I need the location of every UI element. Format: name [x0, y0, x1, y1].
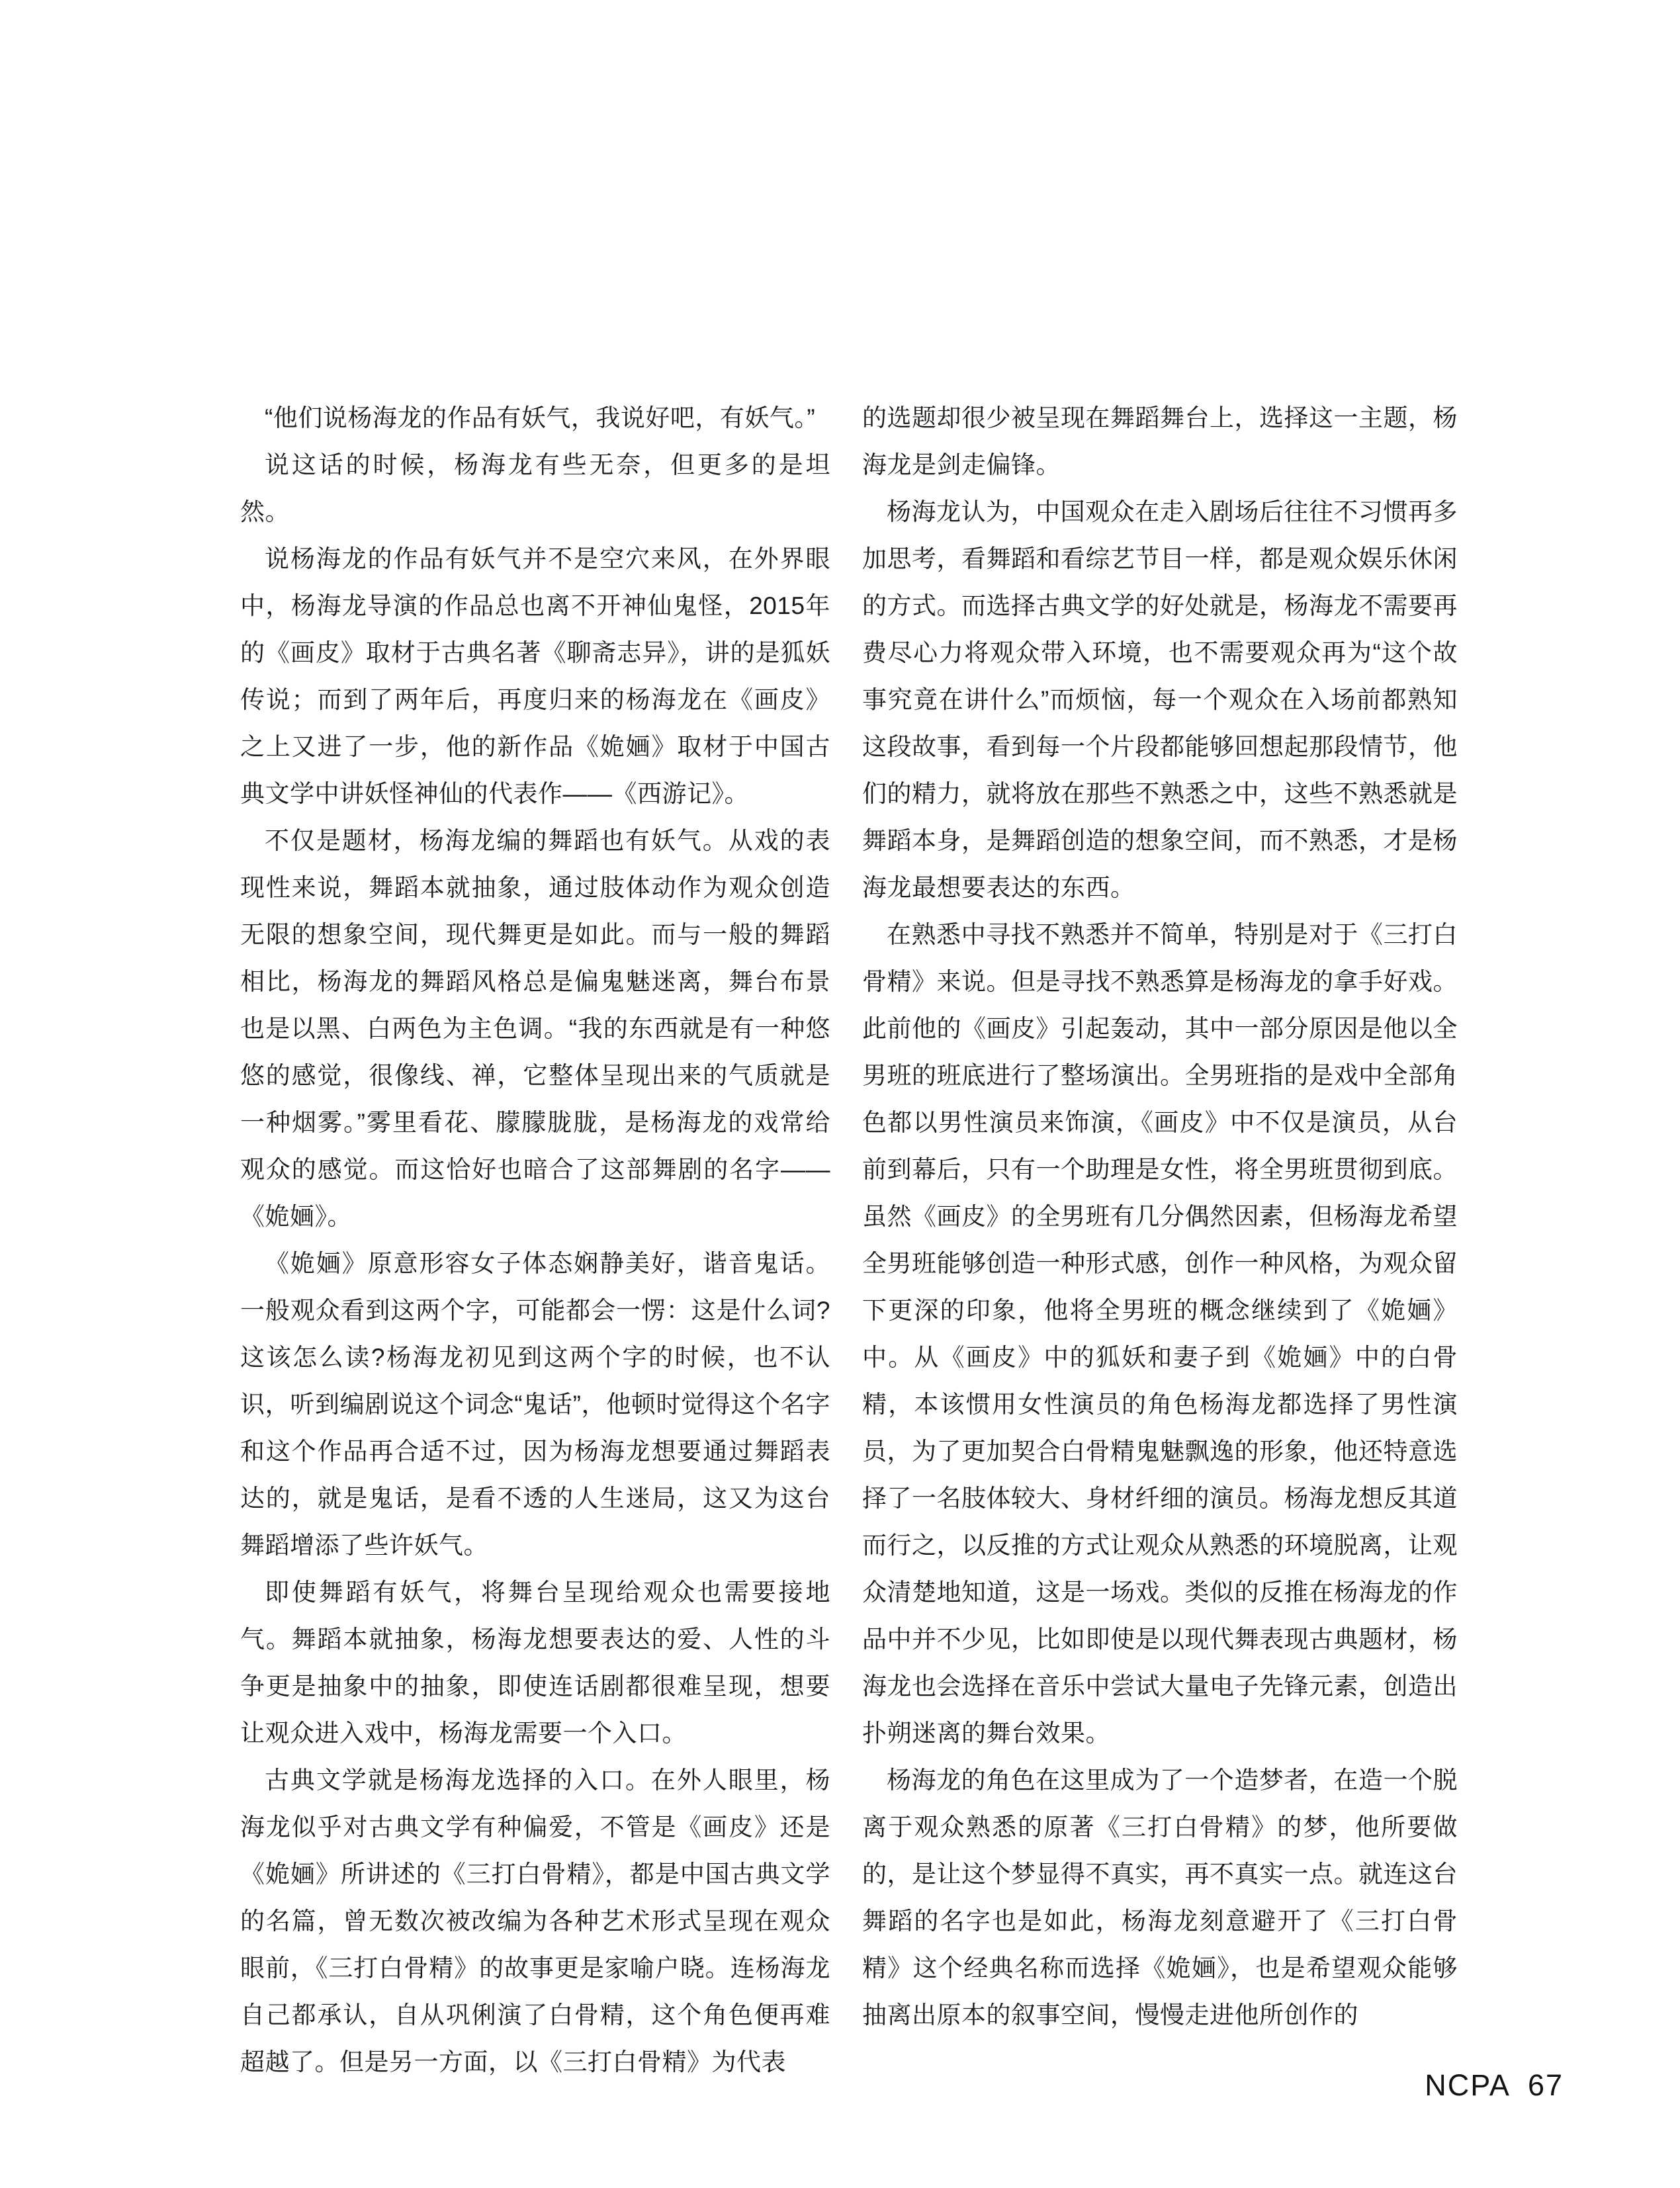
article-column-left: [240, 394, 830, 2085]
paragraph: “他们说杨海龙的作品有妖气，我说好吧，有妖气。”: [265, 404, 816, 431]
paragraph: 在熟悉中寻找不熟悉并不简单，特别是对于《三打白骨精》来说。但是寻找不熟悉算是杨海龙的拿手好戏。此前他的《画皮》引起轰动，其中一部分原因是他以全男班的班底进行了整场演出。全男班指的是戏中全部角色都以男性演员来饰演，《画皮》中不仅是演员，从台前到幕后，只有一个助理是女性，将全男班贯彻到底。虽然《画皮》的全男班有几分偶然因素，但杨海龙希望全男班能够创造一种形式感，创作一种风格，为观众留下更深的印象，他将全男班的概念继续到了《姽婳》中。从《画皮》中的狐妖和妻子到《姽婳》中的白骨精，本该惯用女性演员的角色杨海龙都选择了男性演员，为了更加契合白骨精鬼魅飘逸的形象，他还特意选择了一名肢体较大、身材纤细的演员。杨海龙想反其道而行之，以反推的方式让观众从熟悉的环境脱离，让观众清楚地知道，这是一场戏。类似的反推在杨海龙的作品中并不少见，比如即使是以现代舞表现古典题材，杨海龙也会选择在音乐中尝试大量电子先锋元素，创造出扑朔迷离的舞台效果。: [862, 921, 1458, 1747]
paragraph: 说杨海龙的作品有妖气并不是空穴来风，在外界眼中，杨海龙导演的作品总也离不开神仙鬼怪，2015年的《画皮》取材于古典名著《聊斋志异》，讲的是狐妖传说；而到了两年后，再度归来的杨海龙在《画皮》之上又进了一步，他的新作品《姽婳》取材于中国古典文学中讲妖怪神仙的代表作——《西游记》。: [240, 545, 830, 807]
paragraph: 说这话的时候，杨海龙有些无奈，但更多的是坦然。: [240, 451, 830, 525]
paragraph: 杨海龙的角色在这里成为了一个造梦者，在造一个脱离于观众熟悉的原著《三打白骨精》的梦，他所要做的，是让这个梦显得不真实，再不真实一点。就连这台舞蹈的名字也是如此，杨海龙刻意避开了《三打白骨精》这个经典名称而选择《姽婳》，也是希望观众能够抽离出原本的叙事空间，慢慢走进他所创作的: [862, 1767, 1458, 2029]
paragraph: 的选题却很少被呈现在舞蹈舞台上，选择这一主题，杨海龙是剑走偏锋。: [862, 404, 1458, 478]
paragraph: 杨海龙认为，中国观众在走入剧场后往往不习惯再多加思考，看舞蹈和看综艺节目一样，都是观众娱乐休闲的方式。而选择古典文学的好处就是，杨海龙不需要再费尽心力将观众带入环境，也不需要观众再为“这个故事究竟在讲什么”而烦恼，每一个观众在入场前都熟知这段故事，看到每一个片段都能够回想起那段情节，他们的精力，就将放在那些不熟悉之中，这些不熟悉就是舞蹈本身，是舞蹈创造的想象空间，而不熟悉，才是杨海龙最想要表达的东西。: [862, 498, 1458, 901]
article-column-right: [862, 394, 1458, 2038]
footer-brand: NCPA: [1425, 2068, 1511, 2102]
paragraph: 古典文学就是杨海龙选择的入口。在外人眼里，杨海龙似乎对古典文学有种偏爱，不管是《画皮》还是《姽婳》所讲述的《三打白骨精》，都是中国古典文学的名篇，曾无数次被改编为各种艺术形式呈现在观众眼前，《三打白骨精》的故事更是家喻户晓。连杨海龙自己都承认，自从巩俐演了白骨精，这个角色便再难超越了。但是另一方面，以《三打白骨精》为代表: [240, 1767, 830, 2076]
paragraph: 即使舞蹈有妖气，将舞台呈现给观众也需要接地气。舞蹈本就抽象，杨海龙想要表达的爱、人性的斗争更是抽象中的抽象，即使连话剧都很难呈现，想要让观众进入戏中，杨海龙需要一个入口。: [240, 1579, 830, 1747]
paragraph: 不仅是题材，杨海龙编的舞蹈也有妖气。从戏的表现性来说，舞蹈本就抽象，通过肢体动作为观众创造无限的想象空间，现代舞更是如此。而与一般的舞蹈相比，杨海龙的舞蹈风格总是偏鬼魅迷离，舞台布景也是以黑、白两色为主色调。“我的东西就是有一种悠悠的感觉，很像线、禅，它整体呈现出来的气质就是一种烟雾。”雾里看花、朦朦胧胧，是杨海龙的戏常给观众的感觉。而这恰好也暗合了这部舞剧的名字——《姽婳》。: [240, 827, 830, 1230]
page-number: 67: [1527, 2068, 1564, 2102]
paragraph: 《姽婳》原意形容女子体态娴静美好，谐音鬼话。一般观众看到这两个字，可能都会一愣：这是什么词?这该怎么读?杨海龙初见到这两个字的时候，也不认识，听到编剧说这个词念“鬼话”，他顿时觉得这个名字和这个作品再合适不过，因为杨海龙想要通过舞蹈表达的，就是鬼话，是看不透的人生迷局，这又为这台舞蹈增添了些许妖气。: [240, 1250, 830, 1559]
page-footer: [1425, 2070, 1564, 2101]
